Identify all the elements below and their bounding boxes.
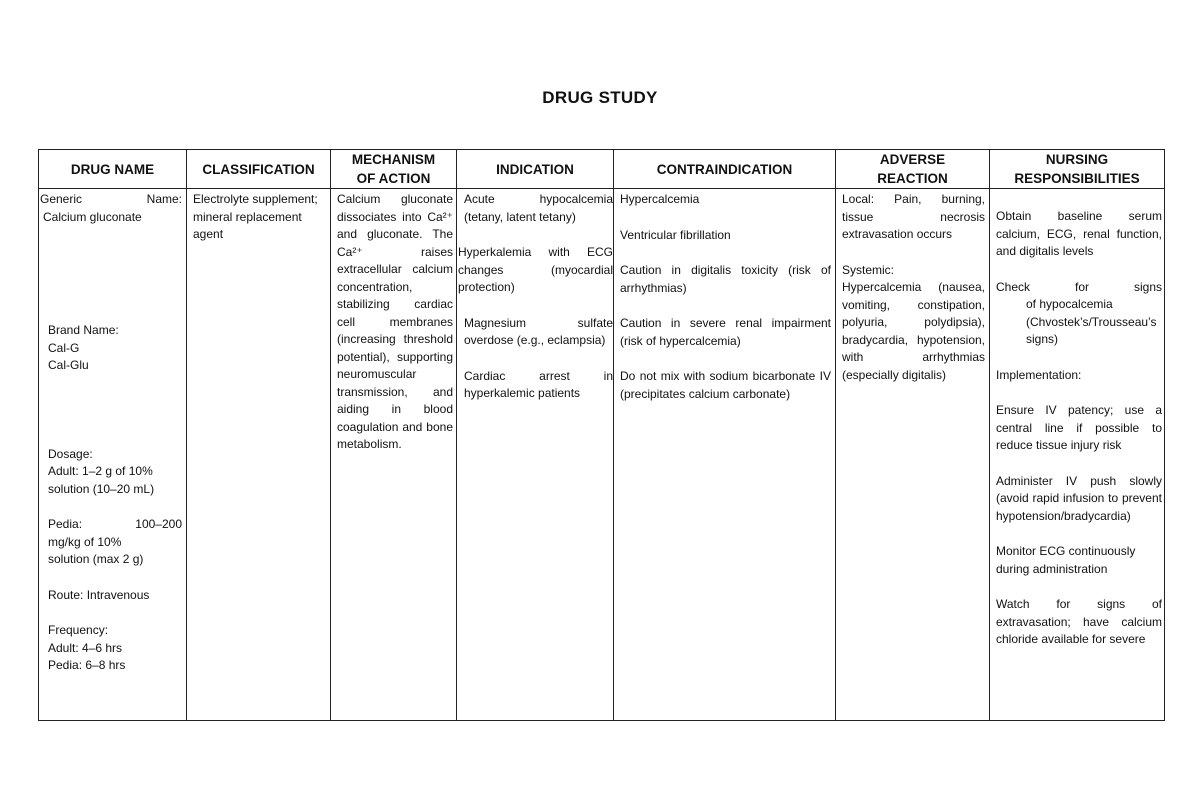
classification-text: Electrolyte supplement; mineral replacement agent bbox=[193, 192, 318, 241]
header-nursing-line1: NURSING bbox=[1045, 152, 1109, 167]
brand-name-1: Cal-G bbox=[48, 340, 80, 355]
dosage-label: Dosage: bbox=[48, 446, 93, 461]
adverse-systemic-label: Systemic: bbox=[842, 262, 895, 277]
frequency-adult: Adult: 4–6 hrs bbox=[48, 640, 123, 655]
brand-name-2: Cal-Glu bbox=[48, 358, 89, 372]
adverse-local: Local: Pain, burning, tissue necrosis extravasation occurs bbox=[842, 192, 985, 241]
nursing-watch: Watch for signs of extravasation; have calcium chloride available for severe bbox=[996, 597, 1162, 646]
header-mechanism bbox=[331, 150, 457, 189]
dosage-adult-1: Adult: 1–2 g of 10% bbox=[48, 464, 153, 478]
header-mechanism-line1: MECHANISM bbox=[351, 152, 436, 167]
nursing-push: Administer IV push slowly (avoid rapid infusion to prevent hypotension/bradycardia) bbox=[996, 473, 1162, 523]
frequency-pedia: Pedia: 6–8 hrs bbox=[48, 658, 126, 672]
adverse-cell bbox=[836, 189, 990, 721]
generic-name-label: Generic Name: bbox=[40, 192, 182, 206]
indication-cell bbox=[457, 189, 614, 721]
contraindication-item: Do not mix with sodium bicarbonate IV (precipitates calcium carbonate) bbox=[620, 369, 831, 401]
header-nursing-line2: RESPONSIBILITIES bbox=[1014, 171, 1140, 186]
header-contraindication: CONTRAINDICATION bbox=[614, 150, 836, 189]
table-header-row bbox=[39, 150, 1165, 189]
dosage-adult-2: solution (10–20 mL) bbox=[48, 481, 155, 496]
classification-cell bbox=[187, 189, 331, 721]
indication-item: Hyperkalemia with ECG changes (myocardial protection) bbox=[458, 245, 613, 294]
indication-item: Cardiac arrest in hyperkalemic patients bbox=[464, 368, 613, 400]
drug-study-table bbox=[38, 149, 1165, 721]
mechanism-text: Calcium gluconate dissociates into Ca²⁺ and gluconate. The Ca²⁺ raises extracellular calcium concentration, stabilizing cardiac cell membranes (increasing threshold potential), supporting neuromuscular transmission, and aiding in blood coagulation and bone metabolism. bbox=[337, 192, 453, 451]
header-adverse-line1: ADVERSE bbox=[879, 152, 946, 167]
table-row bbox=[39, 189, 1165, 721]
indication-item: Magnesium sulfate overdose (e.g., eclampsia) bbox=[464, 315, 613, 347]
header-adverse bbox=[836, 150, 990, 189]
header-nursing bbox=[990, 150, 1165, 189]
contraindication-cell bbox=[614, 189, 836, 721]
nursing-iv: Ensure IV patency; use a central line if possible to reduce tissue injury risk bbox=[996, 403, 1162, 452]
page-title: DRUG STUDY bbox=[542, 88, 658, 107]
drug-name-cell bbox=[39, 189, 187, 721]
nursing-cell bbox=[990, 189, 1165, 721]
mechanism-cell bbox=[331, 189, 457, 721]
route-text: Route: Intravenous bbox=[48, 587, 150, 602]
dosage-pedia-3: solution (max 2 g) bbox=[48, 552, 144, 566]
nursing-check-2: of hypocalcemia (Chvostek’s/Trousseau’s signs) bbox=[1026, 297, 1157, 346]
adverse-systemic: Hypercalcemia (nausea, vomiting, constipation, polyuria, polydipsia), bradycardia, hypotension, with arrhythmias (especially digitalis) bbox=[842, 280, 985, 382]
frequency-label: Frequency: bbox=[48, 623, 109, 637]
contraindication-item: Ventricular fibrillation bbox=[620, 227, 731, 242]
dosage-pedia-2: mg/kg of 10% bbox=[48, 534, 122, 549]
header-mechanism-line2: OF ACTION bbox=[356, 171, 431, 186]
nursing-implementation-label: Implementation: bbox=[996, 367, 1082, 382]
header-classification: CLASSIFICATION bbox=[187, 150, 331, 189]
header-drug-name: DRUG NAME bbox=[39, 150, 187, 189]
generic-name-value: Calcium gluconate bbox=[43, 209, 142, 224]
dosage-pedia-1: Pedia: 100–200 bbox=[48, 517, 182, 531]
nursing-ecg: Monitor ECG continuously during administration bbox=[996, 544, 1136, 576]
brand-name-label: Brand Name: bbox=[48, 323, 119, 337]
contraindication-item: Hypercalcemia bbox=[620, 192, 700, 206]
header-indication: INDICATION bbox=[457, 150, 614, 189]
nursing-check-1: Check for signs bbox=[996, 279, 1162, 294]
header-adverse-line2: REACTION bbox=[877, 171, 948, 186]
contraindication-item: Caution in severe renal impairment (risk of hypercalcemia) bbox=[620, 316, 831, 348]
contraindication-item: Caution in digitalis toxicity (risk of arrhythmias) bbox=[620, 263, 831, 295]
indication-item: Acute hypocalcemia (tetany, latent tetany) bbox=[464, 192, 613, 224]
nursing-assess: Obtain baseline serum calcium, ECG, renal function, and digitalis levels bbox=[996, 209, 1162, 258]
